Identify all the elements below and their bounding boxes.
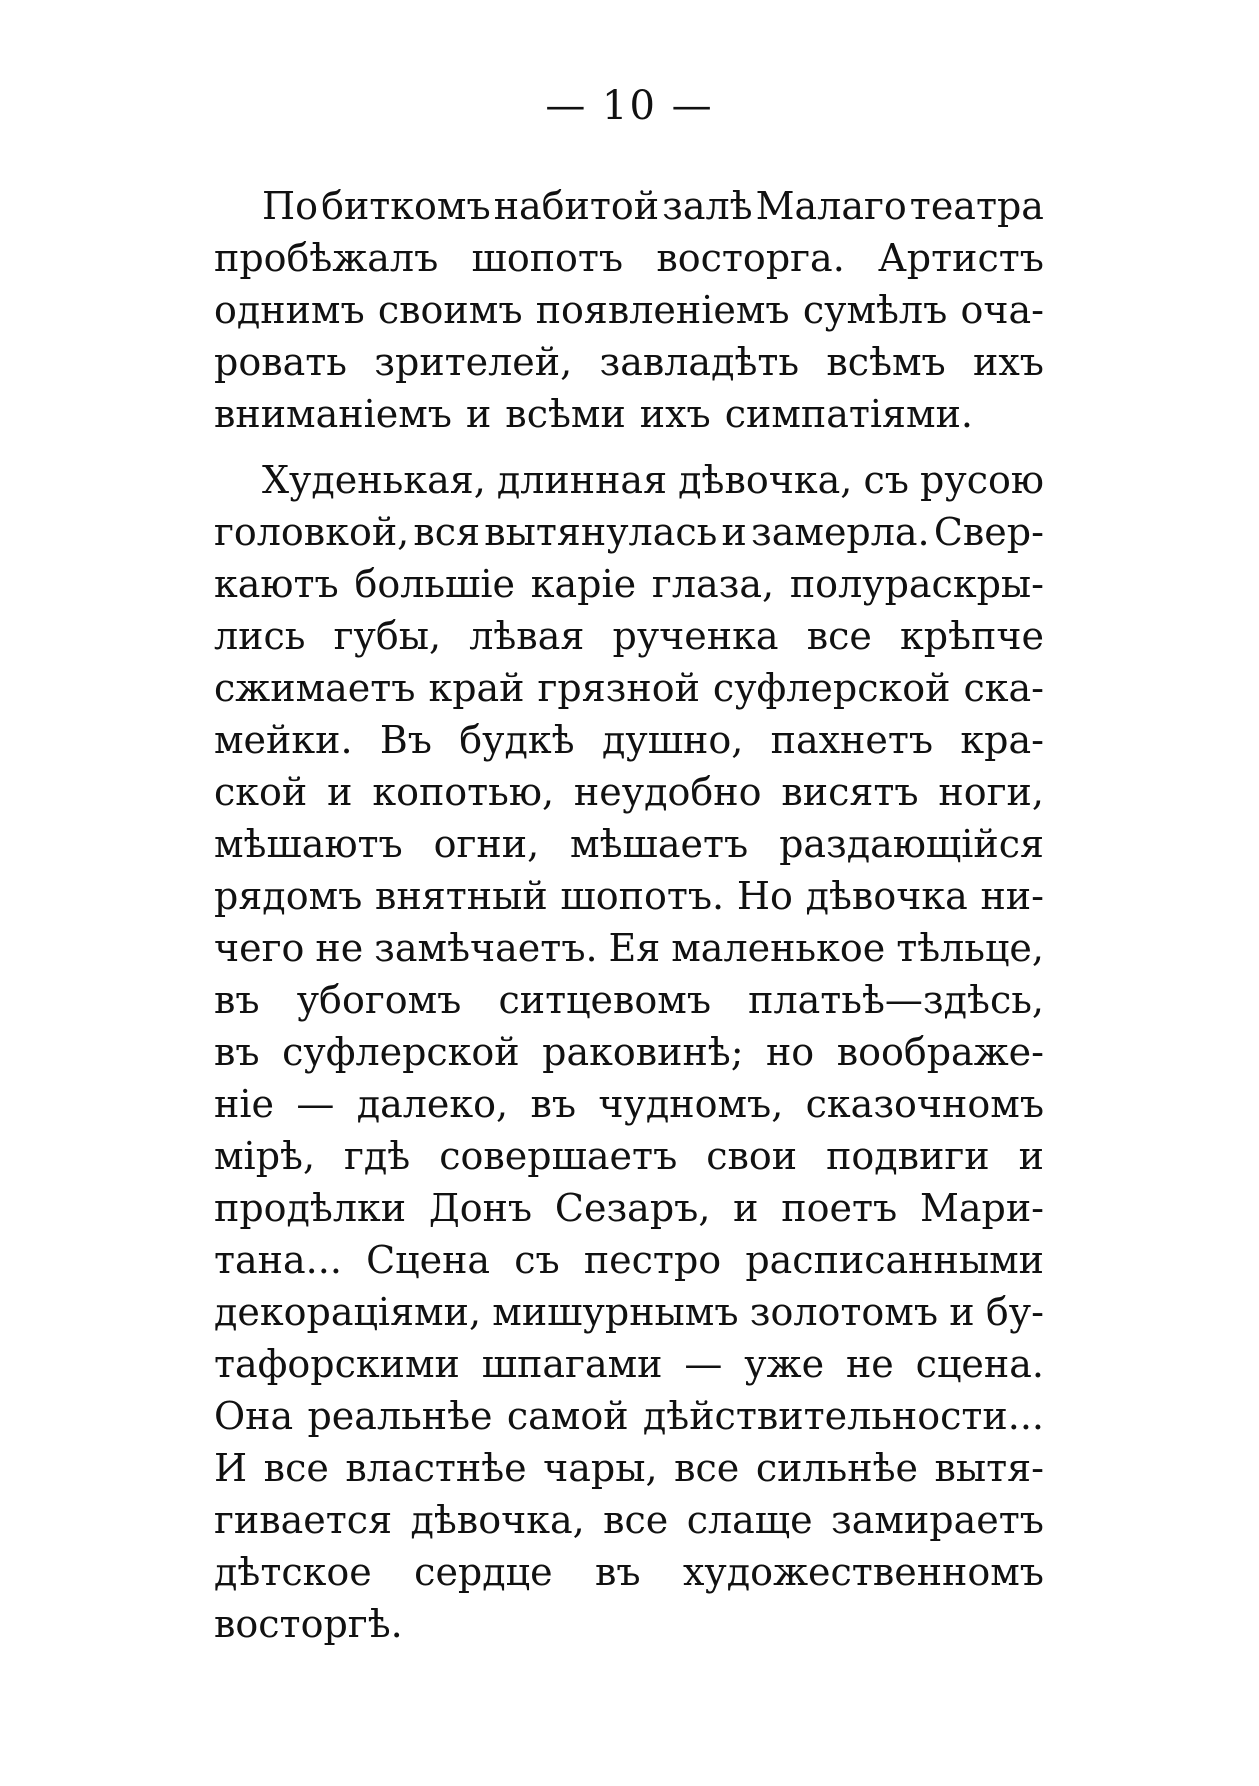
word: ской bbox=[214, 770, 308, 814]
word: шпагами bbox=[481, 1342, 663, 1386]
word: симпатіями. bbox=[724, 392, 973, 436]
word: сцена. bbox=[915, 1342, 1044, 1386]
word: Но bbox=[736, 874, 793, 918]
text-line bbox=[214, 662, 1044, 714]
word: шопотъ bbox=[471, 236, 624, 280]
text-line bbox=[214, 180, 1044, 232]
word: тафорскими bbox=[214, 1342, 460, 1386]
word: въ bbox=[214, 978, 260, 1022]
word: все bbox=[674, 1446, 740, 1490]
word: художественномъ bbox=[683, 1550, 1044, 1594]
word: появленіемъ bbox=[535, 288, 790, 332]
word: въ bbox=[595, 1550, 641, 1594]
word: расписанными bbox=[745, 1238, 1044, 1282]
word: дѣвочка, bbox=[678, 458, 853, 502]
word: Мари- bbox=[919, 1186, 1044, 1230]
word: съ bbox=[514, 1238, 560, 1282]
word: ни- bbox=[980, 874, 1044, 918]
word: — bbox=[296, 1082, 335, 1126]
word: съ bbox=[863, 458, 909, 502]
word: мѣшаетъ bbox=[570, 822, 749, 866]
text-line bbox=[214, 336, 1044, 388]
word: Донъ bbox=[428, 1186, 533, 1230]
text-line bbox=[214, 388, 1044, 440]
word: тѣльце, bbox=[896, 926, 1044, 970]
word: — bbox=[684, 1342, 723, 1386]
paragraph-gap bbox=[214, 440, 1044, 454]
word: полураскры- bbox=[789, 562, 1044, 606]
word: ровать bbox=[214, 340, 347, 384]
word: чего bbox=[214, 926, 305, 970]
word: продѣлки bbox=[214, 1186, 407, 1230]
text-line bbox=[214, 1234, 1044, 1286]
word: уже bbox=[744, 1342, 825, 1386]
word: длинная bbox=[496, 458, 668, 502]
word: и bbox=[949, 1290, 975, 1334]
word: совершаетъ bbox=[439, 1134, 678, 1178]
word: золотомъ bbox=[749, 1290, 939, 1334]
word: все bbox=[806, 614, 872, 658]
word: въ bbox=[214, 1030, 260, 1074]
word: однимъ bbox=[214, 288, 365, 332]
text-line bbox=[214, 1390, 1044, 1442]
word: сумѣлъ bbox=[802, 288, 948, 332]
text-line bbox=[214, 1078, 1044, 1130]
word: душно, bbox=[601, 718, 744, 762]
word: реальнѣе bbox=[307, 1394, 493, 1438]
word: все bbox=[263, 1446, 329, 1490]
word: и bbox=[327, 770, 353, 814]
word: шопотъ. bbox=[560, 874, 725, 918]
word: маленькое bbox=[671, 926, 886, 970]
word: замираетъ bbox=[831, 1498, 1044, 1542]
word: все bbox=[603, 1498, 669, 1542]
word: Малаго bbox=[755, 184, 907, 228]
word: далеко, bbox=[356, 1082, 509, 1126]
word: глаза, bbox=[651, 562, 775, 606]
word: и bbox=[733, 1186, 759, 1230]
word: Она bbox=[214, 1394, 294, 1438]
word: восторга. bbox=[656, 236, 845, 280]
word: дѣвочка bbox=[805, 874, 968, 918]
word: русою bbox=[920, 458, 1044, 502]
word: Ея bbox=[608, 926, 661, 970]
word: не bbox=[315, 926, 364, 970]
word: своимъ bbox=[377, 288, 523, 332]
word: сказочномъ bbox=[805, 1082, 1044, 1126]
word: ніе bbox=[214, 1082, 274, 1126]
word: Въ bbox=[379, 718, 432, 762]
text-line bbox=[214, 1338, 1044, 1390]
word: всѣми bbox=[505, 392, 626, 436]
word: убогомъ bbox=[296, 978, 462, 1022]
word: пестро bbox=[583, 1238, 722, 1282]
word: вытянулась bbox=[484, 510, 718, 554]
word: каріе bbox=[530, 562, 637, 606]
text-line bbox=[214, 506, 1044, 558]
word: край bbox=[428, 666, 525, 710]
word: огни, bbox=[433, 822, 540, 866]
word: слаще bbox=[686, 1498, 813, 1542]
text-line bbox=[214, 1026, 1044, 1078]
word: всѣмъ bbox=[826, 340, 946, 384]
word: рученка bbox=[612, 614, 779, 658]
word: раздающійся bbox=[779, 822, 1044, 866]
word: внятный bbox=[375, 874, 548, 918]
word: и bbox=[1018, 1134, 1044, 1178]
word: дѣтское bbox=[214, 1550, 372, 1594]
word: театра bbox=[909, 184, 1044, 228]
word: завладѣть bbox=[599, 340, 800, 384]
word: пробѣжалъ bbox=[214, 236, 439, 280]
word: бу- bbox=[985, 1290, 1044, 1334]
word: сердце bbox=[414, 1550, 553, 1594]
word: Худенькая, bbox=[262, 458, 486, 502]
word: вниманіемъ bbox=[214, 392, 452, 436]
word: дѣвочка, bbox=[410, 1498, 585, 1542]
text-line bbox=[214, 284, 1044, 336]
word: Артистъ bbox=[878, 236, 1044, 280]
body-text bbox=[214, 180, 1044, 1650]
word: крѣпче bbox=[900, 614, 1044, 658]
word: раковинѣ; bbox=[542, 1030, 744, 1074]
word: Сезаръ, bbox=[554, 1186, 711, 1230]
word: гдѣ bbox=[344, 1134, 411, 1178]
word: копотью, bbox=[372, 770, 555, 814]
word: кра- bbox=[960, 718, 1044, 762]
word: свои bbox=[706, 1134, 798, 1178]
word: ноги, bbox=[938, 770, 1044, 814]
word: ихъ bbox=[639, 392, 711, 436]
word: воображе- bbox=[836, 1030, 1044, 1074]
word: каютъ bbox=[214, 562, 339, 606]
word: мейки. bbox=[214, 718, 353, 762]
word: висятъ bbox=[781, 770, 919, 814]
word: будкѣ bbox=[459, 718, 575, 762]
text-line bbox=[214, 922, 1044, 974]
word: По bbox=[262, 184, 319, 228]
word: ска- bbox=[963, 666, 1044, 710]
word: биткомъ bbox=[321, 184, 491, 228]
word: сжимаетъ bbox=[214, 666, 416, 710]
word: властнѣе bbox=[345, 1446, 527, 1490]
word: пахнетъ bbox=[770, 718, 934, 762]
word: ситцевомъ bbox=[498, 978, 712, 1022]
word: подвиги bbox=[826, 1134, 990, 1178]
text-line bbox=[214, 1286, 1044, 1338]
text-line bbox=[214, 766, 1044, 818]
page-number: — 10 — bbox=[545, 83, 714, 129]
word: декораціями, bbox=[214, 1290, 482, 1334]
word: лись bbox=[214, 614, 306, 658]
word: но bbox=[765, 1030, 815, 1074]
word: вся bbox=[413, 510, 481, 554]
word: мѣшаютъ bbox=[214, 822, 403, 866]
word: замѣчаетъ. bbox=[374, 926, 598, 970]
text-line bbox=[214, 232, 1044, 284]
word: мірѣ, bbox=[214, 1134, 316, 1178]
text-line bbox=[214, 610, 1044, 662]
text-line bbox=[214, 1598, 1044, 1650]
word: головкой, bbox=[214, 510, 410, 554]
text-line bbox=[214, 558, 1044, 610]
word: неудобно bbox=[573, 770, 762, 814]
text-line bbox=[214, 974, 1044, 1026]
text-line bbox=[214, 454, 1044, 506]
word: и bbox=[721, 510, 747, 554]
word: губы, bbox=[333, 614, 442, 658]
word: дѣйствительности... bbox=[642, 1394, 1044, 1438]
word: зрителей, bbox=[374, 340, 573, 384]
word: набитой bbox=[493, 184, 660, 228]
word: Сцена bbox=[366, 1238, 491, 1282]
word: суфлерской bbox=[282, 1030, 520, 1074]
word: И bbox=[214, 1446, 248, 1490]
word: рядомъ bbox=[214, 874, 363, 918]
word: въ bbox=[530, 1082, 577, 1126]
text-line bbox=[214, 1546, 1044, 1598]
word: восторгѣ. bbox=[214, 1602, 403, 1646]
word: поетъ bbox=[781, 1186, 898, 1230]
word: суфлерской bbox=[712, 666, 951, 710]
word: большіе bbox=[354, 562, 516, 606]
word: чудномъ, bbox=[598, 1082, 784, 1126]
word: чары, bbox=[543, 1446, 658, 1490]
word: Свер- bbox=[933, 510, 1044, 554]
word: залѣ bbox=[662, 184, 753, 228]
text-line bbox=[214, 1182, 1044, 1234]
word: тана... bbox=[214, 1238, 342, 1282]
word: грязной bbox=[537, 666, 700, 710]
word: и bbox=[465, 392, 492, 436]
word: оча- bbox=[960, 288, 1044, 332]
word: гивается bbox=[214, 1498, 393, 1542]
word: замерла. bbox=[751, 510, 930, 554]
text-line bbox=[214, 1494, 1044, 1546]
text-line bbox=[214, 818, 1044, 870]
word: платьѣ—здѣсь, bbox=[748, 978, 1044, 1022]
word: не bbox=[845, 1342, 894, 1386]
word: самой bbox=[506, 1394, 629, 1438]
text-line bbox=[214, 1442, 1044, 1494]
text-line bbox=[214, 870, 1044, 922]
word: мишурнымъ bbox=[492, 1290, 739, 1334]
text-line bbox=[214, 714, 1044, 766]
word: вытя- bbox=[934, 1446, 1044, 1490]
word: сильнѣе bbox=[755, 1446, 918, 1490]
word: ихъ bbox=[973, 340, 1044, 384]
word: лѣвая bbox=[469, 614, 585, 658]
text-line bbox=[214, 1130, 1044, 1182]
